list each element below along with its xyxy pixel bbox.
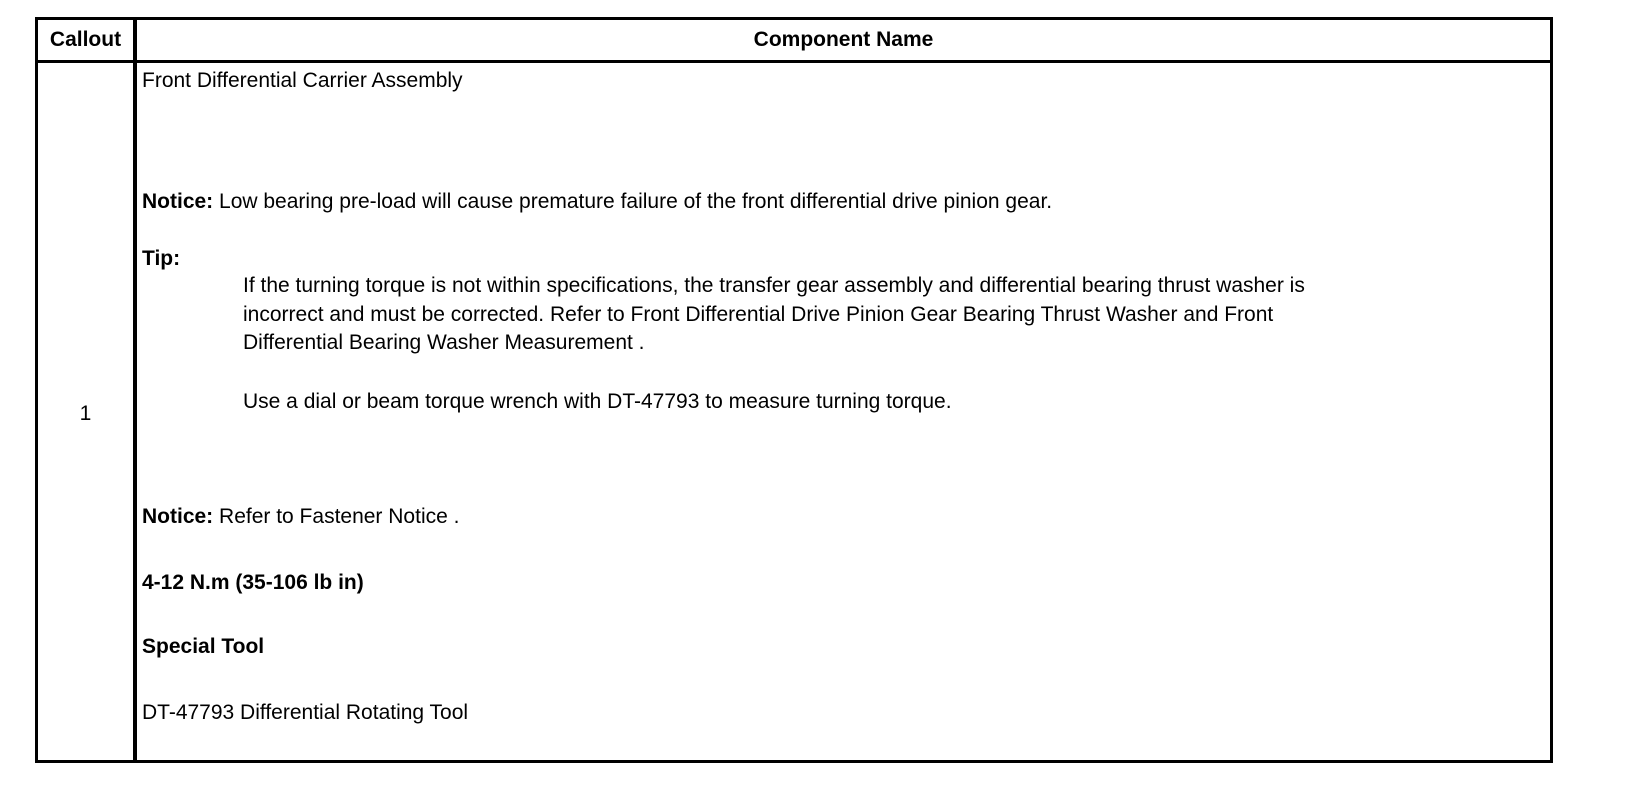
tip-label <box>142 244 180 273</box>
special-tool-heading-text: Special Tool <box>142 635 265 658</box>
tip-label-text: Tip: <box>142 247 181 270</box>
component-title: Front Differential Carrier Assembly <box>142 69 463 92</box>
tip-line-4: Use a dial or beam torque wrench with DT-47793 to measure turning torque. <box>243 390 952 413</box>
notice-label: Notice: <box>142 505 214 528</box>
header-component-name: Component Name <box>753 28 934 51</box>
notice-fastener <box>142 502 459 531</box>
special-tool-heading <box>142 632 264 661</box>
tip-line-3: Differential Bearing Washer Measurement . <box>243 331 645 354</box>
header-callout: Callout <box>49 28 122 51</box>
tip-line-2: incorrect and must be corrected. Refer to Front Differential Drive Pinion Gear Bearing Thrust Washer and Front <box>243 303 1274 326</box>
notice-low-bearing <box>142 187 1052 216</box>
callout-number: 1 <box>79 402 92 425</box>
column-divider <box>133 20 137 760</box>
torque-spec-text: 4-12 N.m (35-106 lb in) <box>142 571 364 594</box>
torque-spec <box>142 568 364 597</box>
notice-text: Refer to Fastener Notice . <box>213 505 460 528</box>
notice-label: Notice: <box>142 190 214 213</box>
special-tool-name: DT-47793 Differential Rotating Tool <box>142 701 469 724</box>
tip-line-1: If the turning torque is not within specifications, the transfer gear assembly and differential bearing thrust washer is <box>243 274 1305 297</box>
component-table <box>35 17 1553 763</box>
notice-text: Low bearing pre-load will cause premature failure of the front differential drive pinion gear. <box>213 190 1053 213</box>
